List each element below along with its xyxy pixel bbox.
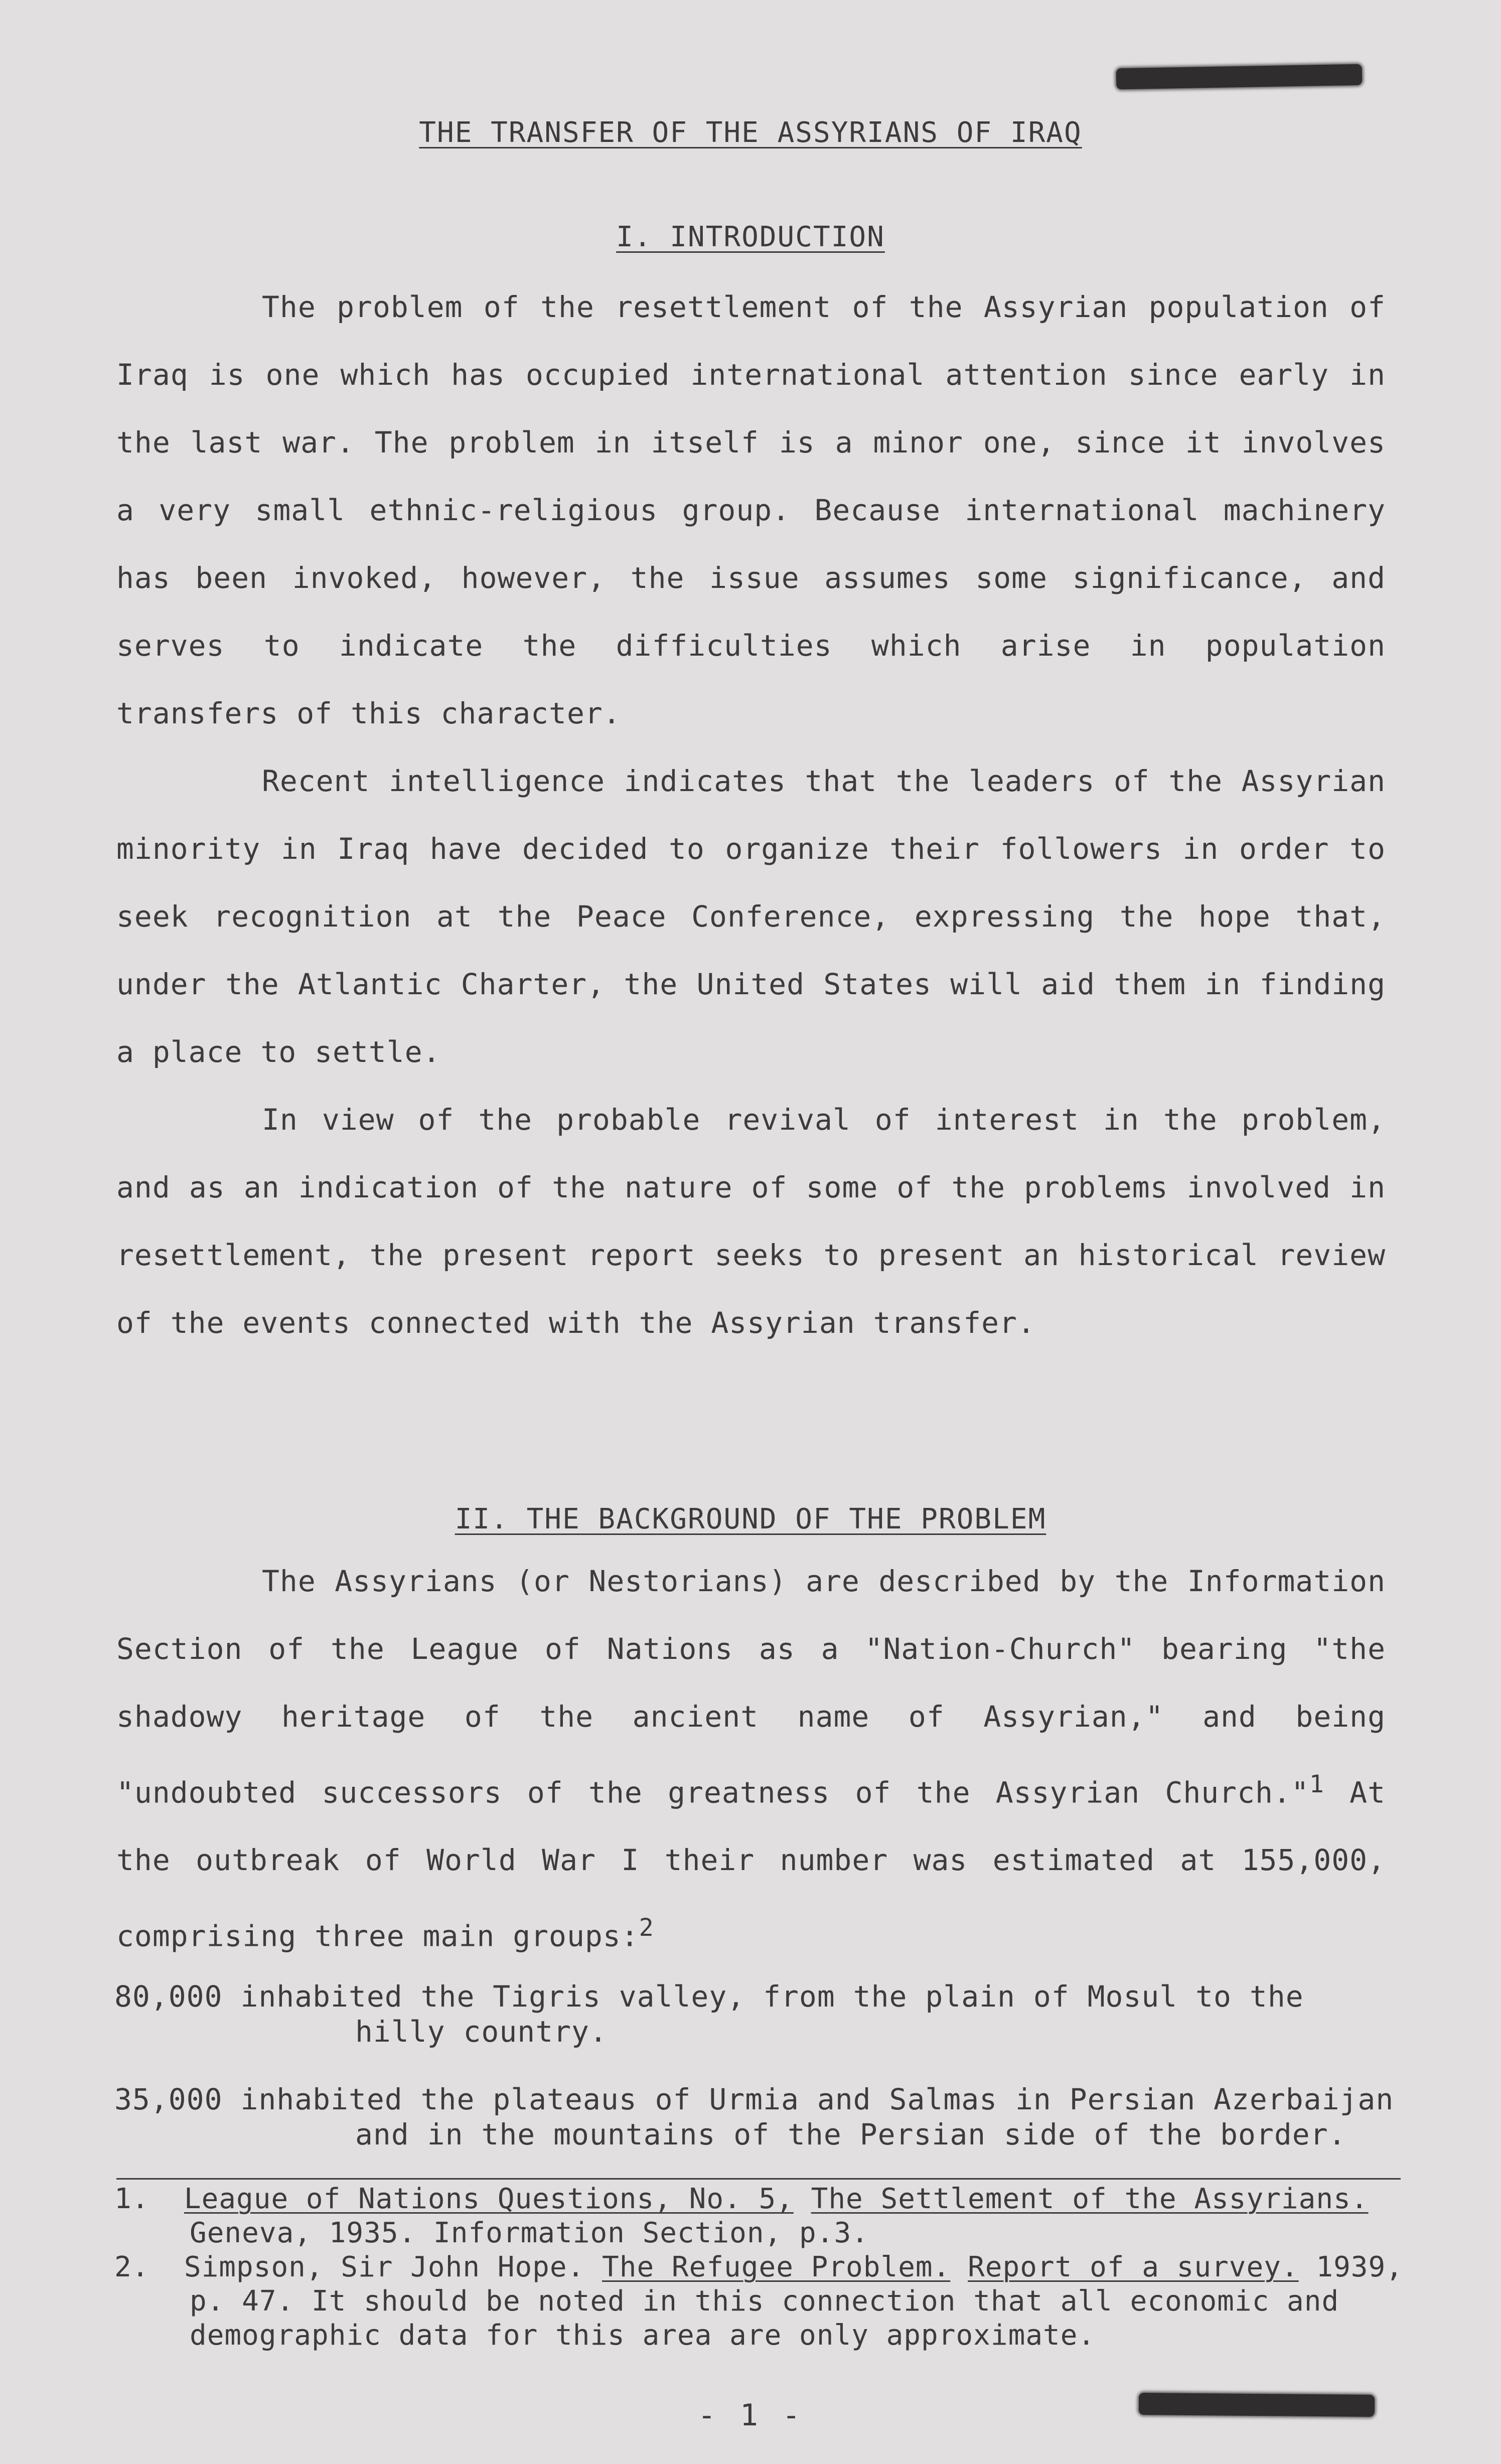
paragraph: Recent intelligence indicates that the leaders of the Assyrian minority in Iraq have decided to organize their followers in order to seek recognition at the Peace Conference, expressing the hope that, under the Atlantic Charter, the United States will aid them in finding a place to settle. [116,764,1386,1069]
list-item: 80,000 inhabited the Tigris valley, from the plain of Mosul to the hilly country. [114,1979,1304,2049]
document-title: THE TRANSFER OF THE ASSYRIANS OF IRAQ [419,116,1082,149]
introduction-body [116,273,1386,1357]
redaction-mark-bottom [1139,2393,1375,2417]
paragraph: The problem of the resettlement of the Assyrian population of Iraq is one which has occupied international attention since early in the last war. The problem in itself is a minor one, since it involves a very small ethnic-religious group. Because international machinery has been invoked, however, the issue assumes some significance, and serves to indicate the difficulties which arise in population transfers of this character. [116,290,1386,730]
footnote-ref: 2 [639,1914,654,1942]
redaction-mark-top [1116,64,1363,90]
background-body [116,1548,1386,1970]
page-number: - 1 - [697,2398,804,2433]
paragraph: The Assyrians (or Nestorians) are described by the Information Section of the League of Nations as a "Nation-Church" bearing "the shadowy heritage of the ancient name of Assyrian," and being "undoubted successors of the greatness of the Assyrian Church."$^1$ At the outbreak of World War I their number was estimated at 155,000, comprising three main groups:$^2$ [116,1564,1386,1953]
footnote-divider [116,2178,1401,2180]
footnote-2: 2. Simpson, Sir John Hope. The Refugee Problem. Report of a survey. 1939, p. 47. It should be noted in this connection that all economic and demographic data for this area are only approximate. [114,2251,1403,2352]
section-heading-introduction: I. INTRODUCTION [616,221,885,253]
paragraph: In view of the probable revival of interest in the problem, and as an indication of the nature of some of the problems involved in resettlement, the present report seeks to present an historical review of the events connected with the Assyrian transfer. [116,1103,1386,1340]
footnotes [114,2182,1419,2353]
footnote-1: 1. League of Nations Questions, No. 5, The Settlement of the Assyrians. Geneva, 1935. Information Section, p.3. [114,2183,1369,2249]
population-groups-list [114,1979,1399,2185]
list-item: 35,000 inhabited the plateaus of Urmia and Salmas in Persian Azerbaijan and in the mountains of the Persian side of the border. [114,2082,1394,2151]
section-heading-background: II. THE BACKGROUND OF THE PROBLEM [455,1503,1046,1535]
footnote-ref: 1 [1309,1770,1324,1798]
